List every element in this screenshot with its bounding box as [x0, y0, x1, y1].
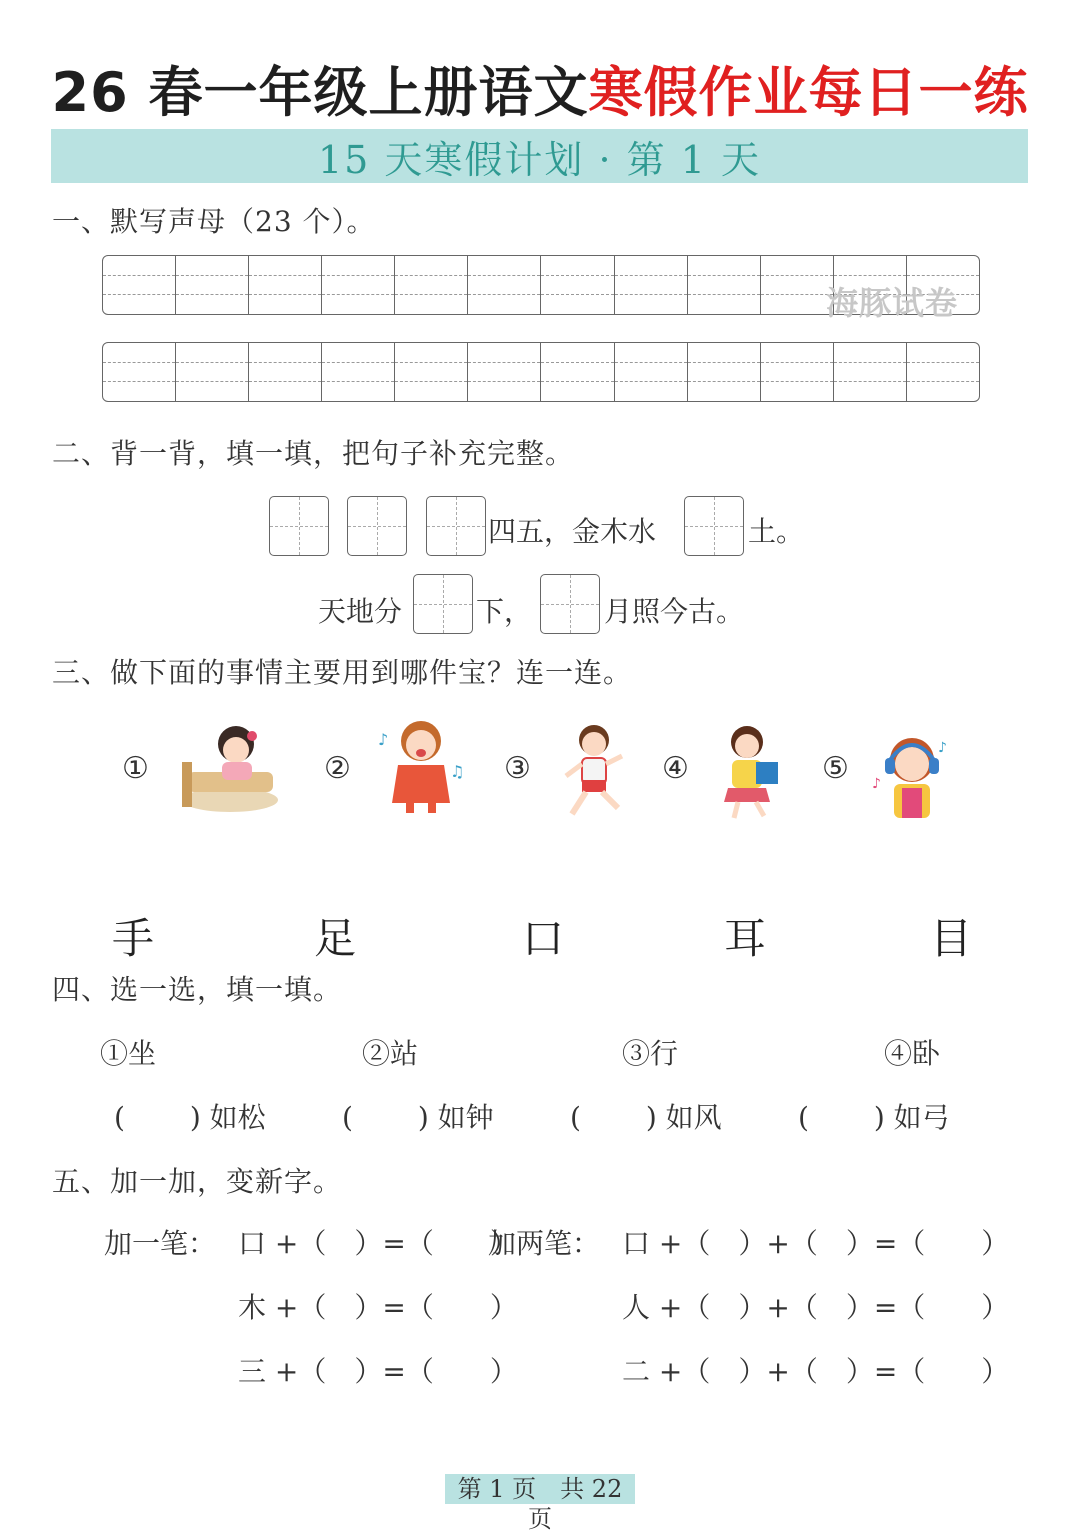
q2-line2-end: 月照今古。: [604, 595, 745, 628]
equation-left-3[interactable]: 三 +（ ）=（ ）: [238, 1355, 518, 1388]
girl-reading-icon: [712, 722, 787, 822]
q2-heading: 二、背一背，填一填，把句子补充完整。: [52, 437, 575, 470]
q2-line1-text: 四五，金木水: [488, 515, 657, 548]
word-foot: 足: [314, 914, 357, 963]
writing-cell[interactable]: [103, 256, 176, 314]
word-ear: 耳: [724, 914, 767, 963]
writing-cell[interactable]: [249, 343, 322, 401]
writing-cell[interactable]: [249, 256, 322, 314]
writing-cell[interactable]: [395, 343, 468, 401]
label-add-one-stroke: 加一笔：: [104, 1227, 217, 1260]
label-add-two-strokes: 加两笔：: [488, 1227, 601, 1260]
banner-text: 15 天寒假计划 · 第 1 天: [317, 137, 761, 182]
char-box[interactable]: [347, 496, 407, 556]
writing-cell[interactable]: [541, 256, 614, 314]
writing-cell[interactable]: [907, 343, 979, 401]
girl-writing-icon: [178, 722, 283, 817]
char-box[interactable]: [269, 496, 329, 556]
q5-heading-a: 五、加一加，: [52, 1165, 227, 1198]
svg-text:♪: ♪: [872, 776, 881, 792]
char-box[interactable]: [684, 496, 744, 556]
writing-cell[interactable]: [688, 256, 761, 314]
writing-cell[interactable]: [468, 256, 541, 314]
writing-cell[interactable]: [103, 343, 176, 401]
word-hand: 手: [112, 914, 155, 963]
equation-left-2[interactable]: 木 +（ ）=（ ）: [238, 1291, 518, 1324]
blank-like-wind[interactable]: ( ) 如风: [570, 1101, 722, 1134]
writing-cell[interactable]: [176, 343, 249, 401]
writing-cell[interactable]: [834, 343, 907, 401]
option-lie: ④卧: [884, 1037, 941, 1070]
plan-banner: [51, 129, 1028, 183]
word-eye: 目: [930, 914, 973, 963]
writing-cell[interactable]: [322, 256, 395, 314]
watermark: 海豚试卷: [826, 284, 959, 322]
q3-heading: 三、做下面的事情主要用到哪件宝？连一连。: [52, 656, 633, 689]
option-sit: ①坐: [100, 1037, 157, 1070]
char-box[interactable]: [413, 574, 473, 634]
writing-cell[interactable]: [322, 343, 395, 401]
q2-line2-mid: 下，: [476, 595, 533, 628]
writing-cell[interactable]: [688, 343, 761, 401]
q1-heading: 一、默写声母（23 个）。: [52, 205, 376, 238]
word-mouth: 口: [522, 914, 565, 963]
title-main: 26 春一年级上册语文: [51, 61, 589, 124]
char-box[interactable]: [426, 496, 486, 556]
page-title: [0, 50, 1080, 127]
blank-like-bow[interactable]: ( ) 如弓: [798, 1101, 950, 1134]
girl-listening-icon: [872, 730, 952, 822]
writing-cell[interactable]: [761, 343, 834, 401]
char-box[interactable]: [540, 574, 600, 634]
writing-cell[interactable]: [761, 256, 834, 314]
boy-running-icon: [556, 722, 636, 822]
svg-text:♪: ♪: [938, 740, 947, 756]
item-number: ②: [324, 751, 351, 786]
writing-cell[interactable]: [176, 256, 249, 314]
blank-like-bell[interactable]: ( ) 如钟: [342, 1101, 494, 1134]
girl-singing-icon: [376, 715, 466, 815]
q5-heading-b: 变新字。: [226, 1165, 343, 1198]
equation-right-1[interactable]: 口 +（ ）+（ ）=（ ）: [622, 1227, 1010, 1260]
item-number: ①: [122, 751, 149, 786]
option-walk: ③行: [622, 1037, 679, 1070]
writing-row-2[interactable]: [102, 342, 980, 402]
item-number: ③: [504, 751, 531, 786]
q5-heading: [52, 1160, 342, 1200]
blank-like-pine[interactable]: ( ) 如松: [114, 1101, 266, 1134]
q2-line1-end: 土。: [748, 515, 805, 548]
equation-right-2[interactable]: 人 +（ ）+（ ）=（ ）: [622, 1291, 1010, 1324]
title-highlight: 寒假作业每日一练: [588, 61, 1029, 124]
item-number: ④: [662, 751, 689, 786]
equation-left-1[interactable]: 口 +（ ）=（ ）: [238, 1227, 518, 1260]
option-stand: ②站: [362, 1037, 419, 1070]
q4-heading: 四、选一选，填一填。: [52, 973, 343, 1006]
writing-cell[interactable]: [395, 256, 468, 314]
writing-cell[interactable]: [615, 256, 688, 314]
writing-cell[interactable]: [615, 343, 688, 401]
svg-text:♪: ♪: [378, 730, 389, 749]
writing-cell[interactable]: [541, 343, 614, 401]
svg-text:♫: ♫: [450, 762, 465, 781]
writing-cell[interactable]: [468, 343, 541, 401]
item-number: ⑤: [822, 751, 849, 786]
q2-line2-text: 天地分: [318, 595, 403, 628]
page-footer: 第 1 页 共 22 页: [445, 1474, 635, 1504]
equation-right-3[interactable]: 二 +（ ）+（ ）=（ ）: [622, 1355, 1010, 1388]
